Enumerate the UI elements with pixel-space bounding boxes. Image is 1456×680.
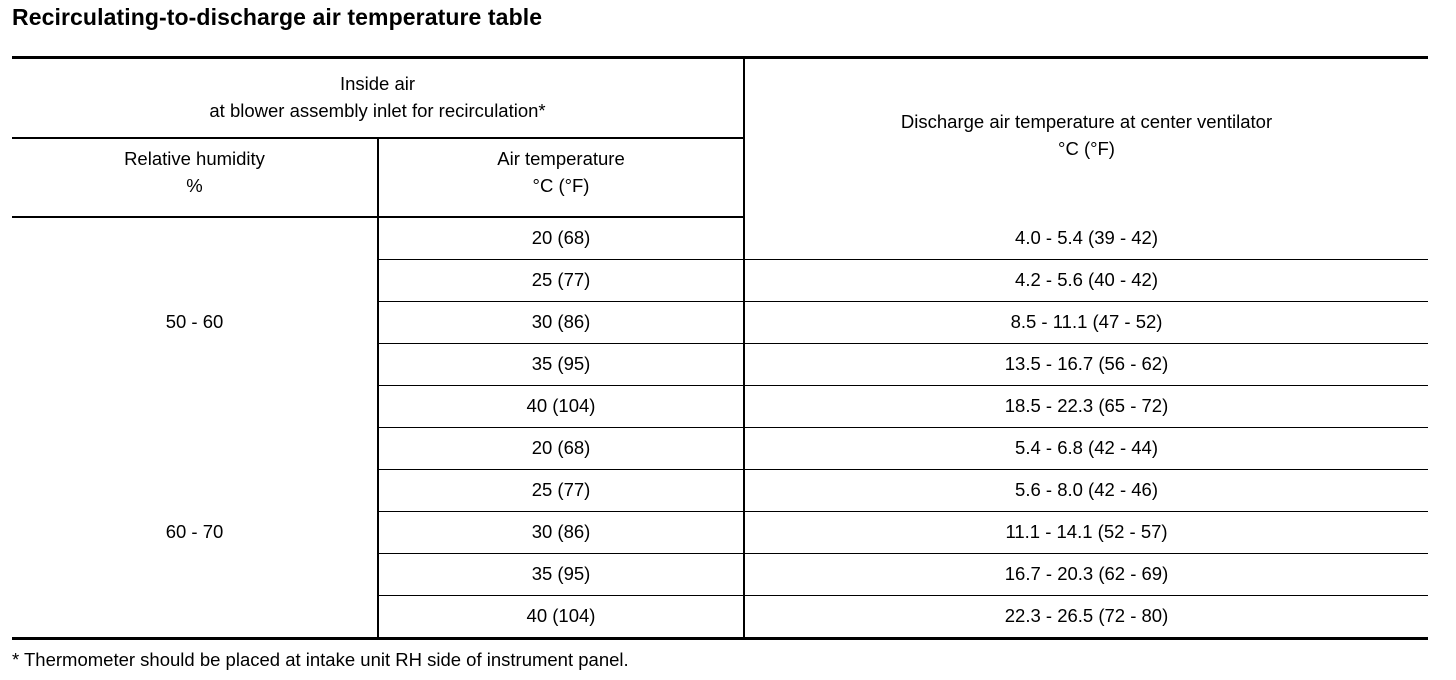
discharge-temperature-cell: 8.5 - 11.1 (47 - 52) bbox=[744, 302, 1428, 344]
air-temperature-cell: 35 (95) bbox=[378, 344, 744, 386]
temperature-table bbox=[12, 56, 1428, 640]
temperature-table-wrapper bbox=[12, 56, 1428, 640]
air-temperature-cell: 20 (68) bbox=[378, 217, 744, 260]
discharge-temperature-cell: 4.2 - 5.6 (40 - 42) bbox=[744, 260, 1428, 302]
discharge-temperature-cell: 16.7 - 20.3 (62 - 69) bbox=[744, 554, 1428, 596]
discharge-temperature-cell: 13.5 - 16.7 (56 - 62) bbox=[744, 344, 1428, 386]
discharge-temperature-cell: 5.4 - 6.8 (42 - 44) bbox=[744, 428, 1428, 470]
humidity-range-cell: 50 - 60 bbox=[12, 217, 378, 428]
page-title: Recirculating-to-discharge air temperature table bbox=[12, 4, 543, 30]
air-temperature-cell: 30 (86) bbox=[378, 302, 744, 344]
header-relative-humidity bbox=[12, 138, 378, 217]
air-temperature-cell: 40 (104) bbox=[378, 386, 744, 428]
table-row bbox=[12, 428, 1428, 470]
discharge-temperature-cell: 5.6 - 8.0 (42 - 46) bbox=[744, 470, 1428, 512]
header-discharge-line2: °C (°F) bbox=[1058, 138, 1115, 159]
header-discharge-temperature bbox=[744, 58, 1428, 218]
table-body bbox=[12, 217, 1428, 639]
header-relative-humidity-line2: % bbox=[186, 174, 203, 196]
air-temperature-cell: 20 (68) bbox=[378, 428, 744, 470]
header-discharge-line1: Discharge air temperature at center ventilator bbox=[900, 111, 1273, 133]
header-relative-humidity-line1: Relative humidity bbox=[124, 148, 265, 169]
air-temperature-cell: 40 (104) bbox=[378, 596, 744, 639]
humidity-range-cell: 60 - 70 bbox=[12, 428, 378, 639]
header-air-temperature-line2: °C (°F) bbox=[532, 174, 590, 196]
header-air-temperature bbox=[378, 138, 744, 217]
header-inside-air-line2: at blower assembly inlet for recirculation* bbox=[209, 100, 546, 121]
discharge-temperature-cell: 22.3 - 26.5 (72 - 80) bbox=[1004, 605, 1169, 627]
air-temperature-cell: 35 (95) bbox=[378, 554, 744, 596]
discharge-temperature-cell: 4.0 - 5.4 (39 - 42) bbox=[744, 217, 1428, 260]
header-air-temperature-line1: Air temperature bbox=[497, 148, 625, 169]
discharge-temperature-cell: 11.1 - 14.1 (52 - 57) bbox=[744, 512, 1428, 554]
discharge-temperature-cell: 18.5 - 22.3 (65 - 72) bbox=[744, 386, 1428, 428]
air-temperature-cell: 25 (77) bbox=[378, 470, 744, 512]
footnote: * Thermometer should be placed at intake unit RH side of instrument panel. bbox=[12, 649, 629, 670]
air-temperature-cell: 25 (77) bbox=[378, 260, 744, 302]
header-inside-air-line1: Inside air bbox=[339, 73, 416, 95]
header-inside-air bbox=[12, 58, 744, 139]
air-temperature-cell: 30 (86) bbox=[378, 512, 744, 554]
table-row bbox=[12, 217, 1428, 260]
